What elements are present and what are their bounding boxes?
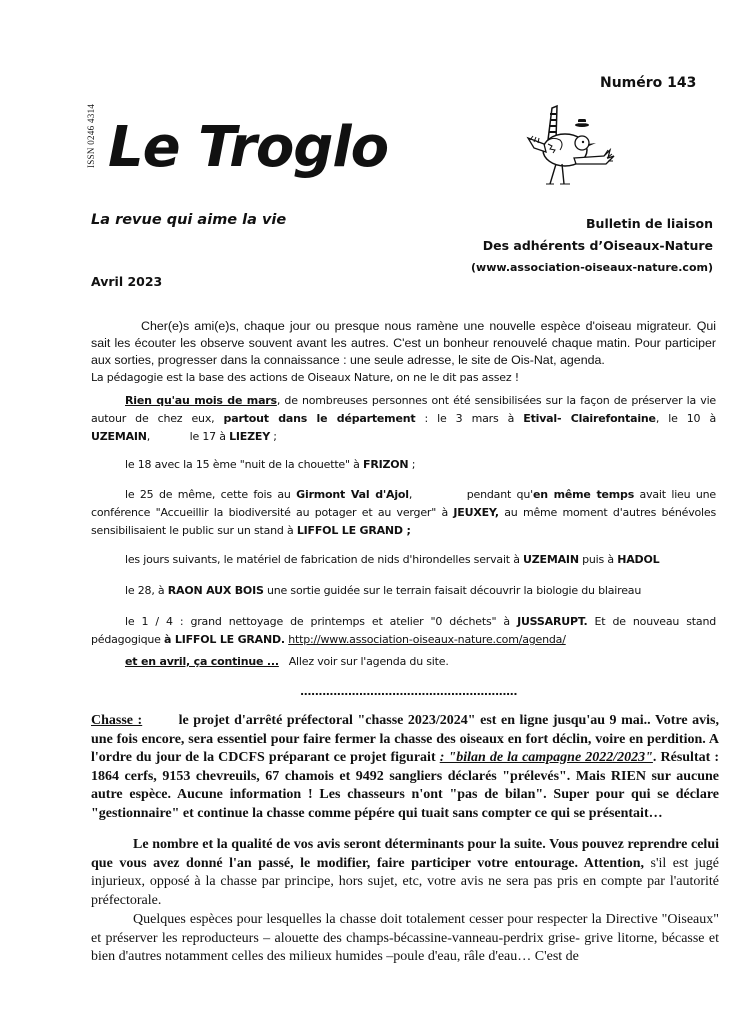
agenda-link[interactable]: http://www.association-oiseaux-nature.com/agenda/: [288, 633, 566, 646]
pedagogy-paragraph: La pédagogie est la base des actions de Oiseaux Nature, on ne le dit pas assez !: [91, 371, 519, 384]
bulletin-line2: Des adhérents d’Oiseaux-Nature: [482, 238, 713, 253]
text: ;: [269, 430, 277, 443]
text: avait lieu une conférence "Accueillir la biodiversité au potager et au verger" à: [91, 488, 716, 519]
place-liffol: à LIFFOL LE GRAND.: [164, 633, 285, 646]
text: , pendant qu': [408, 488, 533, 501]
march-paragraph: [91, 392, 716, 446]
place-raon: RAON AUX BOIS: [167, 584, 264, 597]
text: Le nombre et la qualité de vos avis seront déterminants pour la suite. Vous pouvez reprendre celui que vous avez donné l'an passé, le modifier, faire participer votre entourage. Attention,: [91, 837, 719, 871]
issue-date: Avril 2023: [91, 274, 163, 289]
april-line: [125, 653, 720, 671]
text: Allez voir sur l'agenda du site.: [278, 655, 449, 668]
girmont-paragraph: [91, 486, 716, 540]
text: Et de nouveau stand pédagogique: [91, 615, 716, 646]
campaign-quote: : "bilan de la campagne 2022/2023": [439, 750, 653, 765]
tagline: La revue qui aime la vie: [91, 212, 287, 228]
place-jeuxey: JEUXEY,: [453, 506, 499, 519]
issn-label: ISSN 0246 4314: [86, 103, 96, 168]
place-etival: Etival- Clairefontaine: [523, 412, 656, 425]
text: puis à: [578, 553, 618, 566]
text: , de nombreuses personnes ont été sensibilisées sur la façon de préserver la vie autour de chez eux,: [91, 394, 716, 425]
text: le 28, à: [125, 584, 168, 597]
bulletin-line1: Bulletin de liaison: [586, 216, 713, 231]
bulletin-block: [471, 213, 713, 279]
place-girmont: Girmont Val d'Ajol: [296, 488, 409, 501]
place-frizon: FRIZON: [363, 458, 409, 471]
issue-number: Numéro 143: [600, 75, 697, 91]
text: , le 17 à: [146, 430, 230, 443]
frizon-line: [125, 456, 715, 474]
text: une sortie guidée sur le terrain faisait découvrir la biologie du blaireau: [263, 584, 642, 597]
place-jussarupt: JUSSARUPT.: [517, 615, 588, 628]
emphasis: partout dans le département: [223, 412, 416, 425]
text: , le 10 à: [655, 412, 716, 425]
section-separator: ...........................................................: [300, 685, 518, 698]
hunting-label: Chasse :: [91, 713, 143, 728]
march-lead: Rien qu'au mois de mars: [125, 394, 277, 407]
text: au même moment d'autres bénévoles sensibilisaient le public sur un stand à: [91, 506, 716, 537]
text: le 1 / 4 : grand nettoyage de printemps et atelier "0 déchets" à: [125, 615, 518, 628]
place-uzemain: UZEMAIN: [91, 430, 147, 443]
masthead-title: Le Troglo: [108, 115, 389, 180]
place-uzemain: UZEMAIN: [523, 553, 579, 566]
hadol-line: [125, 551, 720, 569]
hunting-paragraph: [91, 712, 719, 823]
april-lead: et en avril, ça continue ...: [125, 655, 279, 668]
place-liffol: LIFFOL LE GRAND ;: [296, 524, 411, 537]
jussarupt-paragraph: [91, 613, 716, 649]
place-hadol: HADOL: [617, 553, 660, 566]
species-paragraph: Quelques espèces pour lesquelles la chasse doit totalement cesser pour respecter la Directive "Oiseaux" et préserver les reproducteurs – alouette des champs-bécassine-vanneau-perdrix grise- grive litorne, bécasse et bien d'autres notamment celles des milieux humides –poule d'eau, râle d'eau… C'est de: [91, 912, 719, 964]
place-liezey: LIEZEY: [229, 430, 270, 443]
bulletin-url: (www.association-oiseaux-nature.com): [471, 261, 713, 274]
text: . Résultat : 1864 cerfs, 9153 chevreuils, 67 chamois et 9492 sangliers déclarés "prélevés". Mais RIEN sur aucune autre espèce. Aucune information ! Les chasseurs n'ont "pas de bilan". Super pour qui se déclare "gestionnaire" et continue la chasse comme pépére qui tuait sans compter ce qui se présentait…: [91, 750, 719, 821]
text: le projet d'arrêté préfectoral "chasse 2023/2024" est en ligne jusqu'au 9 mai.. Votre avis, une fois encore, sera essentiel pour faire fermer la chasse des oiseaux en fort déclin, voire en perdition. A l'ordre du jour de la CDCFS préparant ce projet figurait: [91, 713, 720, 765]
text: le 25 de même, cette fois au: [125, 488, 297, 501]
opinion-paragraph: [91, 836, 719, 910]
text: ;: [408, 458, 416, 471]
text: le 18 avec la 15 ème "nuit de la chouette" à: [125, 458, 363, 471]
text: les jours suivants, le matériel de fabrication de nids d'hirondelles servait à: [125, 553, 524, 566]
wren-bird-icon: [510, 100, 620, 190]
intro-paragraph: Cher(e)s ami(e)s, chaque jour ou presque nous ramène une nouvelle espèce d'oiseau migrateur. Qui sait les écouter les observe souvent avant les autres. C'est un bonheur renouvelé chaque matin. Pour participer aux sorties, progresser dans la connaissance : une seule adresse, le site de Ois-Nat, agenda.: [91, 319, 716, 367]
raon-line: [125, 582, 720, 600]
text: s'il est jugé injurieux, opposé à la chasse par principe, hors sujet, etc, votre avis ne sera pas pris en compte par l'autorité préfectorale.: [91, 855, 719, 908]
text: : le 3 mars à: [415, 412, 524, 425]
emphasis: en même temps: [532, 488, 635, 501]
